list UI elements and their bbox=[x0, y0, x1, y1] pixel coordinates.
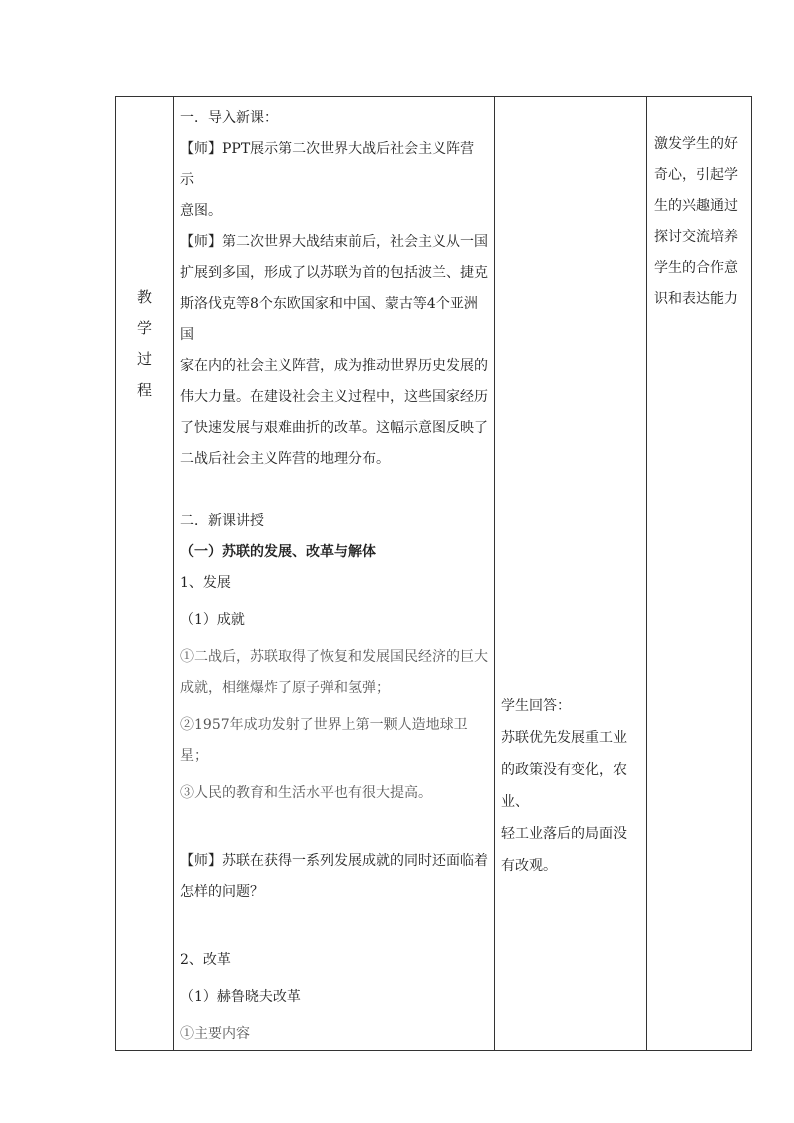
spacer bbox=[180, 475, 488, 506]
intent-line: 生的兴趣通过 bbox=[654, 198, 738, 214]
intro-paragraph-line: 了快速发展与艰难曲折的改革。这幅示意图反映了 bbox=[180, 420, 488, 436]
table-row bbox=[116, 97, 752, 1051]
student-answer-line: 轻工业落后的局面没 bbox=[501, 826, 627, 842]
intro-paragraph-line: 斯洛伐克等8个东欧国家和中国、蒙古等4个亚洲国 bbox=[180, 296, 478, 343]
student-activity-cell bbox=[495, 97, 647, 1051]
intro-paragraph-line: 伟大力量。在建设社会主义过程中，这些国家经历 bbox=[180, 389, 488, 405]
achievement-line: ③人民的教育和生活水平也有很大提高。 bbox=[180, 785, 432, 801]
process-cell bbox=[174, 97, 495, 1051]
intent-line: 奇心，引起学 bbox=[654, 167, 738, 183]
row-label-char: 教 bbox=[136, 288, 152, 306]
subsection-heading: （1）赫鲁晓夫改革 bbox=[180, 989, 301, 1005]
subsection-heading: （1）成就 bbox=[180, 612, 245, 628]
subsection-heading: 2、改革 bbox=[180, 952, 231, 968]
intro-paragraph-line: 二战后社会主义阵营的地理分布。 bbox=[180, 451, 390, 467]
row-label bbox=[116, 282, 173, 406]
question-line: 怎样的问题？ bbox=[180, 884, 264, 900]
achievement-line: ②1957年成功发射了世界上第一颗人造地球卫星； bbox=[180, 717, 468, 764]
spacer bbox=[180, 908, 488, 939]
intent-line: 识和表达能力 bbox=[654, 291, 738, 307]
intro-paragraph-line: 意图。 bbox=[180, 203, 222, 219]
row-label-char: 程 bbox=[136, 381, 152, 399]
achievement-line: ①二战后，苏联取得了恢复和发展国民经济的巨大 bbox=[180, 649, 488, 665]
intent-line: 激发学生的好 bbox=[654, 136, 738, 152]
student-answer-line: 有改观。 bbox=[501, 858, 557, 874]
section-title: （一）苏联的发展、改革与解体 bbox=[180, 544, 376, 560]
intent-line: 探讨交流培养 bbox=[654, 229, 738, 245]
spacer bbox=[180, 809, 488, 840]
lesson-table bbox=[115, 96, 752, 1051]
row-label-cell bbox=[116, 97, 174, 1051]
intent-line: 学生的合作意 bbox=[654, 260, 738, 276]
intro-paragraph-line: 【师】第二次世界大战结束前后，社会主义从一国 bbox=[180, 234, 488, 250]
achievement-line: 成就，相继爆炸了原子弹和氢弹； bbox=[180, 680, 390, 696]
subsection-heading: 1、发展 bbox=[180, 575, 231, 591]
question-line: 【师】苏联在获得一系列发展成就的同时还面临着 bbox=[180, 853, 488, 869]
process-content bbox=[174, 97, 494, 1050]
student-answer-line: 的政策没有变化，农业、 bbox=[501, 762, 627, 810]
design-intent bbox=[654, 129, 747, 315]
intro-paragraph-line: 扩展到多国，形成了以苏联为首的包括波兰、捷克 bbox=[180, 265, 488, 281]
student-activity bbox=[501, 690, 642, 882]
row-label-char: 学 bbox=[136, 319, 152, 337]
intro-heading: 一．导入新课： bbox=[180, 110, 278, 126]
intro-paragraph-line: 家在内的社会主义阵营，成为推动世界历史发展的 bbox=[180, 358, 488, 374]
content-heading: ①主要内容 bbox=[180, 1026, 250, 1042]
student-answer-line: 苏联优先发展重工业 bbox=[501, 730, 627, 746]
intro-paragraph-line: 【师】PPT展示第二次世界大战后社会主义阵营示 bbox=[180, 141, 475, 188]
student-answer-line: 学生回答： bbox=[501, 698, 571, 714]
design-intent-cell bbox=[647, 97, 752, 1051]
new-lesson-heading: 二．新课讲授 bbox=[180, 513, 264, 529]
row-label-char: 过 bbox=[136, 350, 152, 368]
